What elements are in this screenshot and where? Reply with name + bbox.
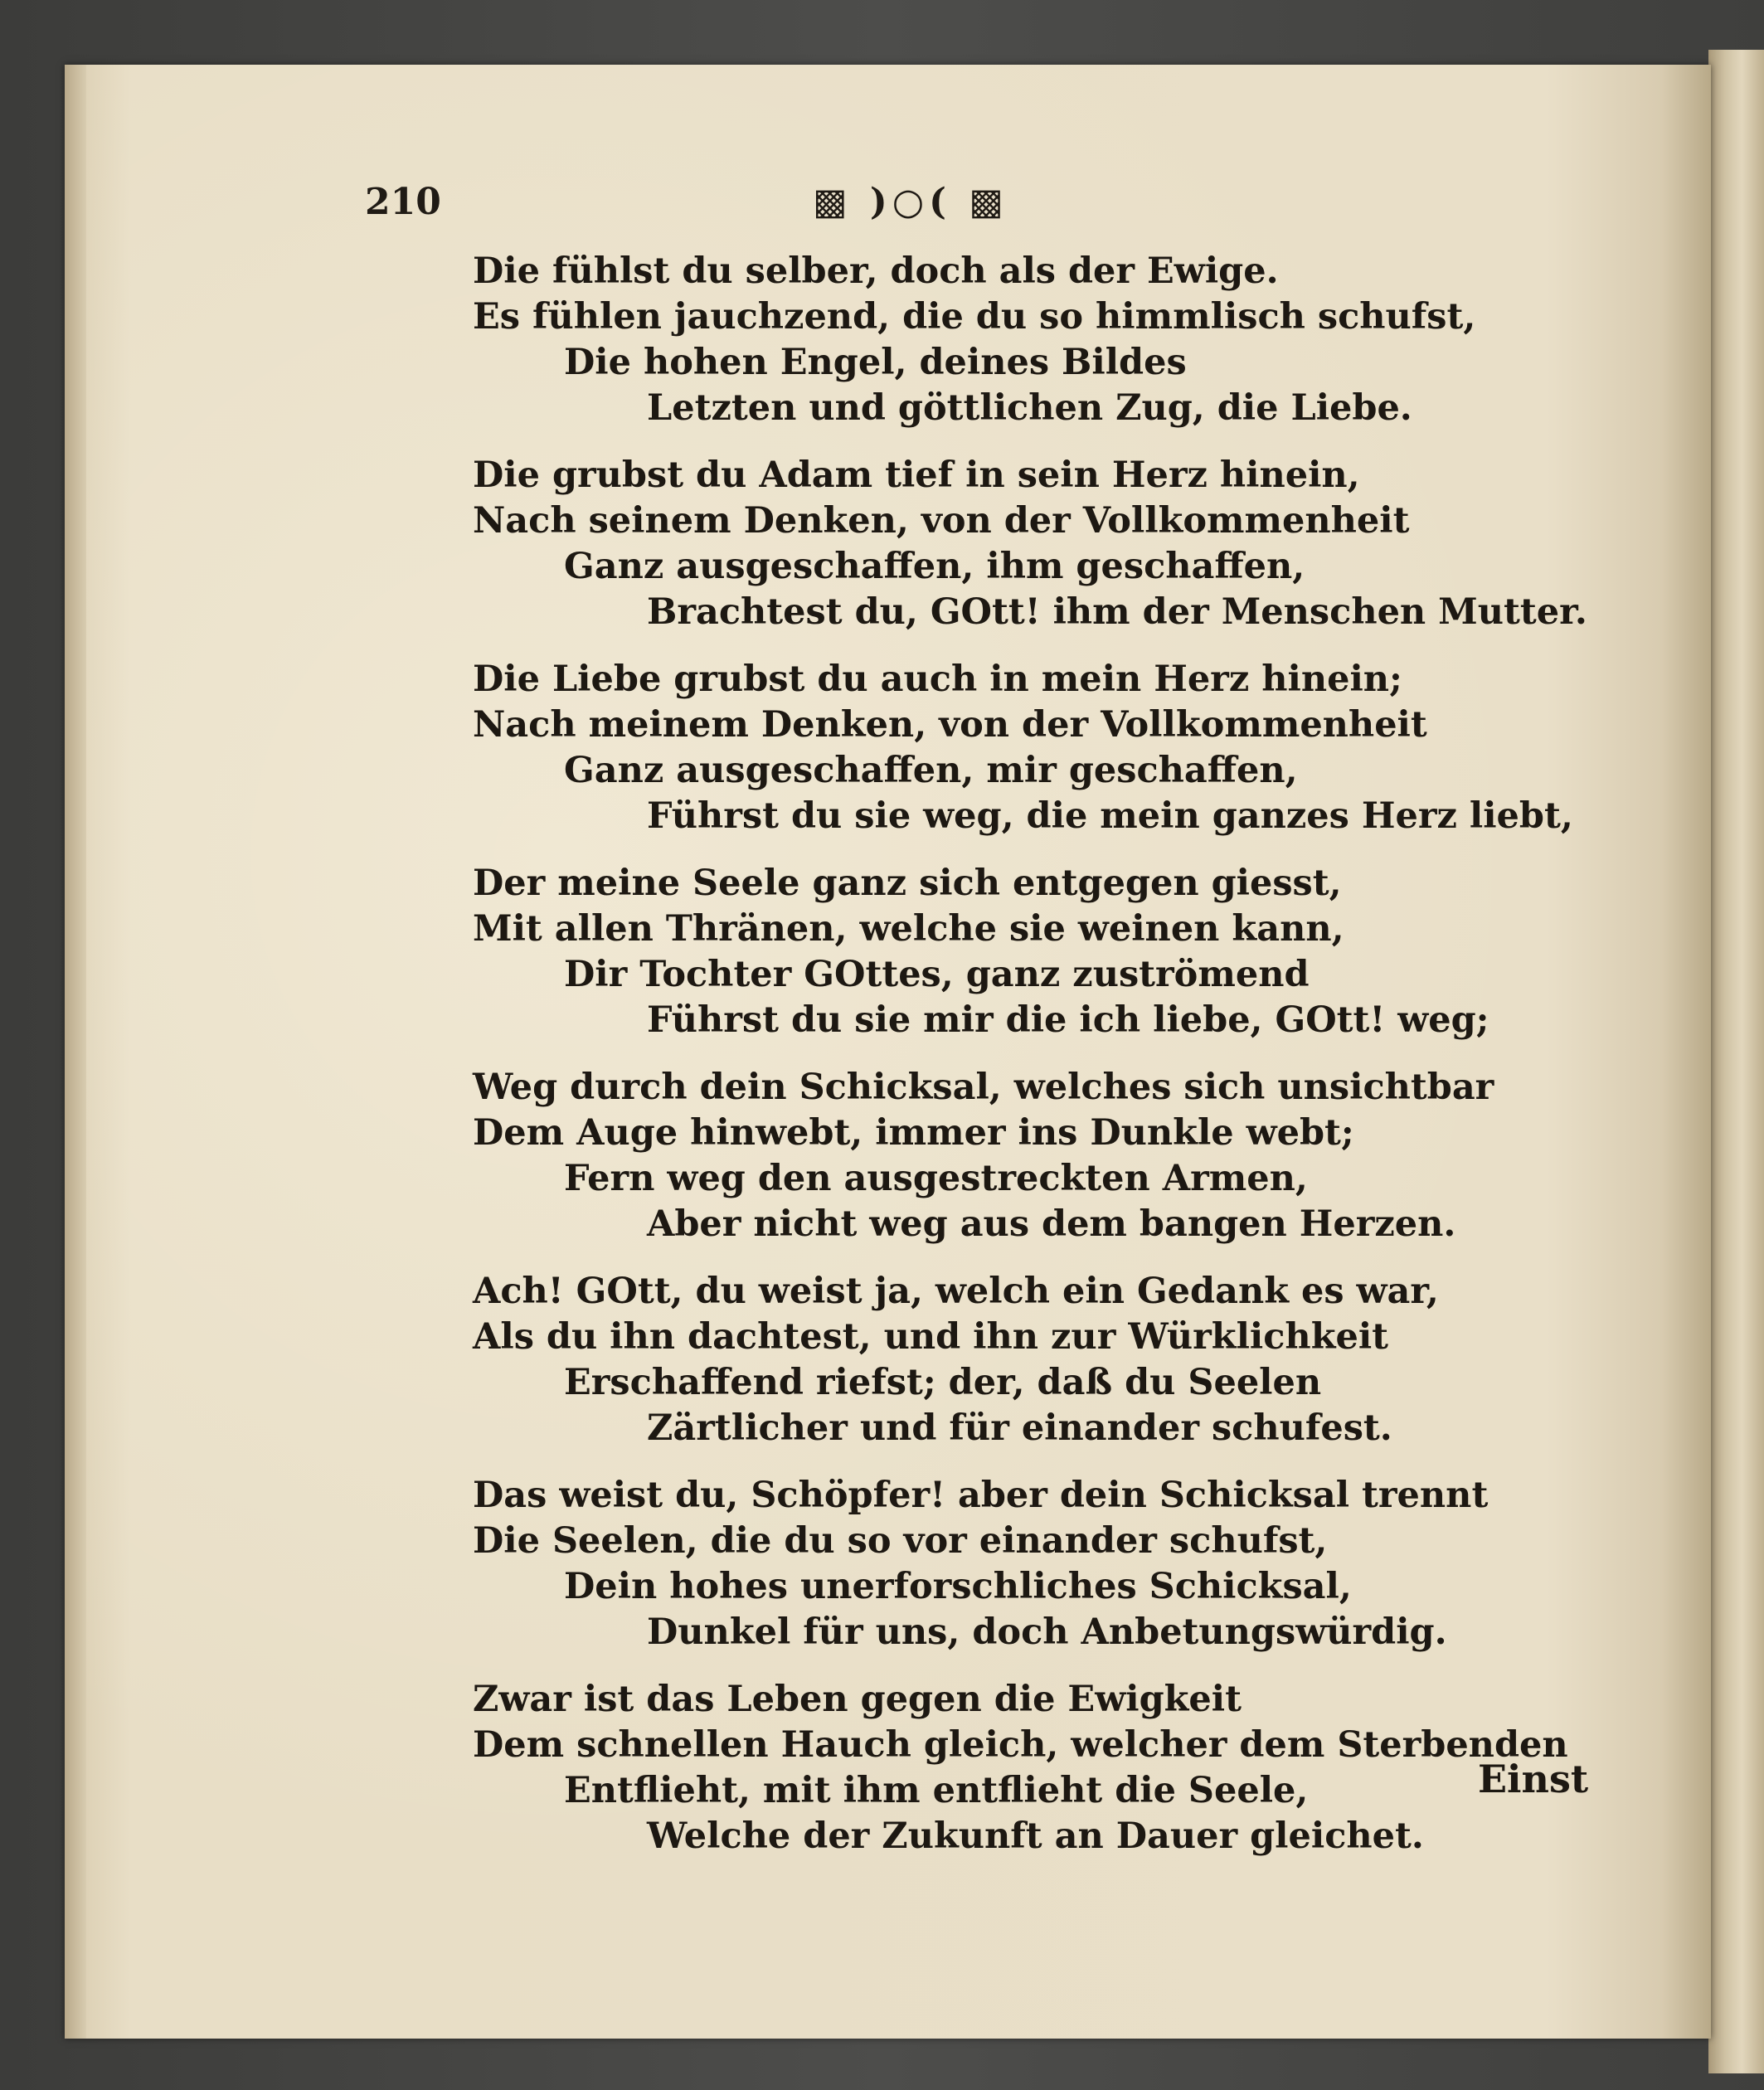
verse-line: Die grubst du Adam tief in sein Herz hinein, xyxy=(473,454,1360,496)
verse-line: Nach seinem Denken, von der Vollkommenheit xyxy=(473,500,1410,542)
poem-body xyxy=(473,249,1634,1881)
verse-line: Fern weg den ausgestreckten Armen, xyxy=(564,1158,1308,1199)
stanza xyxy=(473,249,1634,431)
verse-line: Das weist du, Schöpfer! aber dein Schicksal trennt xyxy=(473,1475,1489,1516)
verse-line: Als du ihn dachtest, und ihn zur Würklichkeit xyxy=(473,1316,1389,1358)
adjacent-page-edge xyxy=(1708,50,1764,2073)
verse-line: Ganz ausgeschaffen, mir geschaffen, xyxy=(564,750,1298,791)
catchword: Einst xyxy=(1478,1757,1589,1801)
page-header xyxy=(365,181,1194,231)
verse-line: Weg durch dein Schicksal, welches sich unsichtbar xyxy=(473,1067,1494,1108)
verse-line: Die fühlst du selber, doch als der Ewige. xyxy=(473,250,1279,292)
verse-line: Dir Tochter GOttes, ganz zuströmend xyxy=(564,954,1310,995)
verse-line: Letzten und göttlichen Zug, die Liebe. xyxy=(647,387,1412,429)
verse-line: Welche der Zukunft an Dauer gleichet. xyxy=(647,1815,1424,1857)
verse-line: Es fühlen jauchzend, die du so himmlisch schufst, xyxy=(473,296,1476,338)
header-ornament: ▩ )○( ▩ xyxy=(813,181,1008,223)
stanza xyxy=(473,861,1634,1043)
verse-line: Dein hohes unerforschliches Schicksal, xyxy=(564,1566,1352,1607)
stanza xyxy=(473,453,1634,635)
verse-line: Die Seelen, die du so vor einander schufst, xyxy=(473,1520,1328,1562)
verse-line: Brachtest du, GOtt! ihm der Menschen Mutter. xyxy=(647,591,1587,633)
verse-line: Dem schnellen Hauch gleich, welcher dem Sterbenden xyxy=(473,1724,1568,1766)
verse-line: Dem Auge hinwebt, immer ins Dunkle webt; xyxy=(473,1112,1354,1154)
verse-line: Zärtlicher und für einander schufest. xyxy=(647,1407,1392,1449)
verse-line: Dunkel für uns, doch Anbetungswürdig. xyxy=(647,1611,1447,1653)
page-gutter-edge xyxy=(65,65,86,2039)
stanza xyxy=(473,1269,1634,1451)
verse-line: Der meine Seele ganz sich entgegen giesst, xyxy=(473,863,1342,904)
stanza xyxy=(473,1473,1634,1655)
stanza xyxy=(473,1065,1634,1247)
verse-line: Ach! GOtt, du weist ja, welch ein Gedank es war, xyxy=(473,1271,1439,1312)
verse-line: Nach meinem Denken, von der Vollkommenheit xyxy=(473,704,1427,746)
verse-line: Ganz ausgeschaffen, ihm geschaffen, xyxy=(564,546,1305,587)
verse-line: Zwar ist das Leben gegen die Ewigkeit xyxy=(473,1679,1242,1720)
stanza xyxy=(473,1677,1634,1859)
verse-line: Mit allen Thränen, welche sie weinen kann, xyxy=(473,908,1344,950)
verse-line: Die hohen Engel, deines Bildes xyxy=(564,342,1187,383)
verse-line: Aber nicht weg aus dem bangen Herzen. xyxy=(647,1203,1456,1245)
page-number: 210 xyxy=(365,181,441,223)
verse-line: Entflieht, mit ihm entflieht die Seele, xyxy=(564,1770,1309,1811)
verse-line: Die Liebe grubst du auch in mein Herz hinein; xyxy=(473,659,1402,700)
verse-line: Erschaffend riefst; der, daß du Seelen xyxy=(564,1362,1322,1403)
stanza xyxy=(473,657,1634,839)
verse-line: Führst du sie weg, die mein ganzes Herz liebt, xyxy=(647,795,1573,837)
verse-line: Führst du sie mir die ich liebe, GOtt! weg; xyxy=(647,999,1489,1041)
